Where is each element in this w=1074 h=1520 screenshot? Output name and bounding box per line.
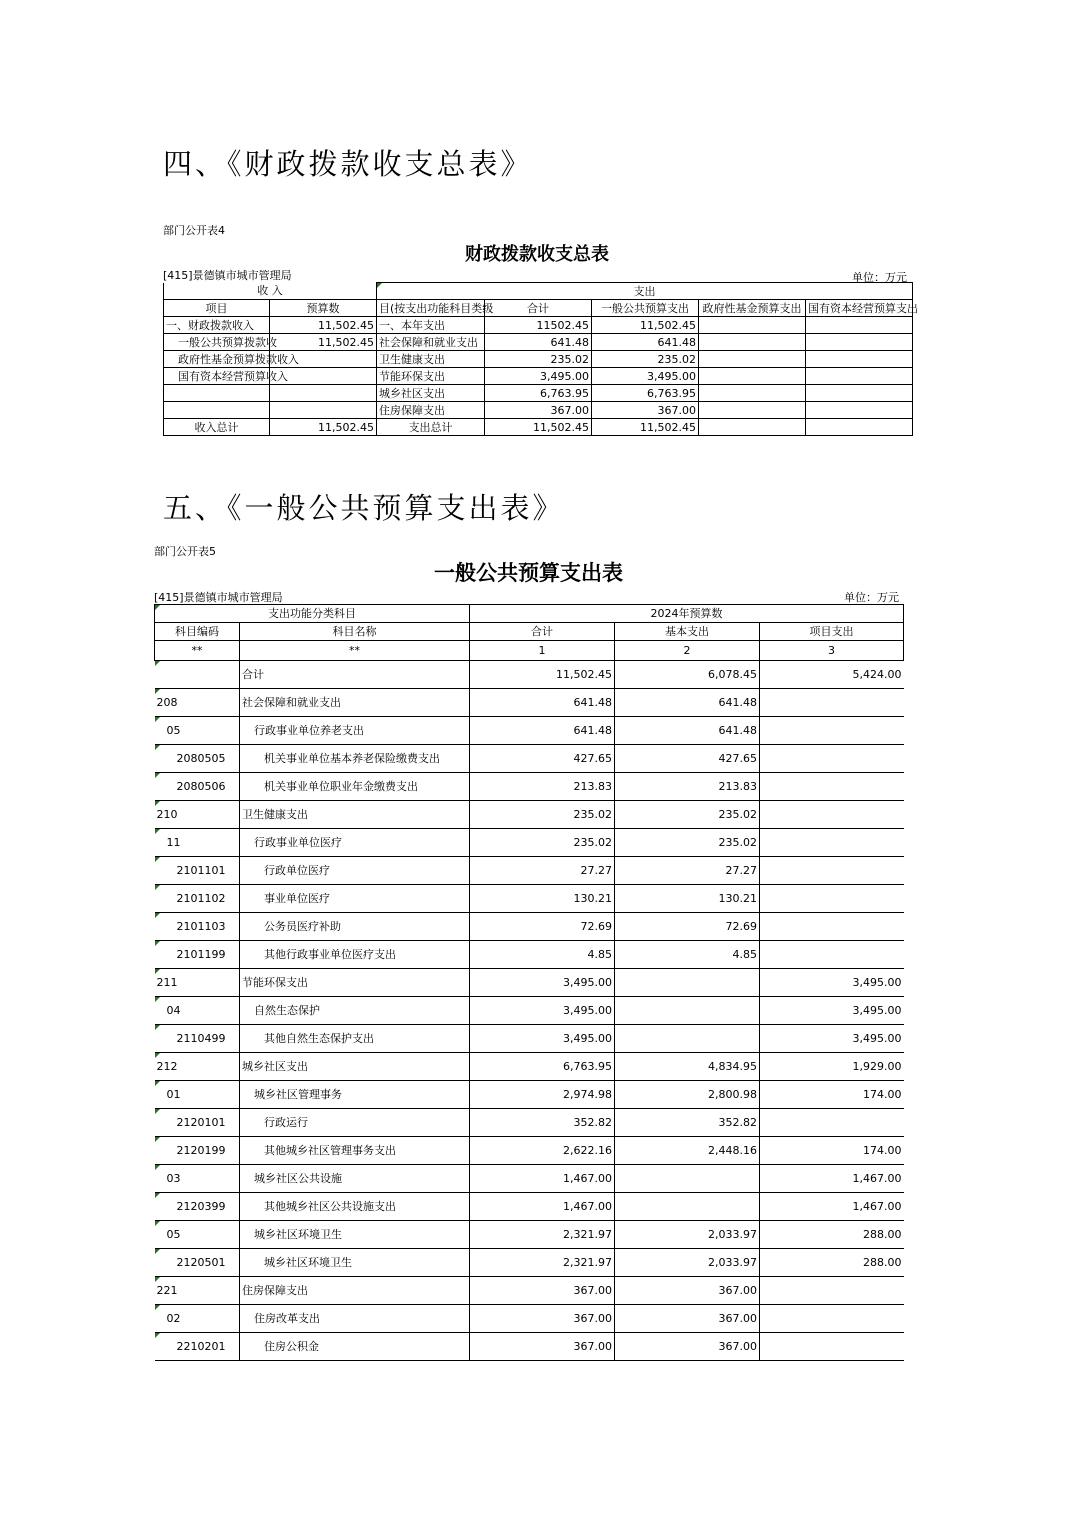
cell-basic <box>615 1025 760 1053</box>
cell-project <box>760 885 904 913</box>
cell-code: 2080506 <box>155 773 240 801</box>
cell-project <box>760 1305 904 1333</box>
cell-name: 住房公积金 <box>240 1333 470 1361</box>
cell-project: 1,467.00 <box>760 1193 904 1221</box>
col-basic: 基本支出 <box>615 623 760 641</box>
cell-basic: 72.69 <box>615 913 760 941</box>
table4-title: 财政拨款收支总表 <box>465 244 609 265</box>
cell-item: 一般公共预算拨款收 <box>164 334 270 351</box>
cell-general: 235.02 <box>592 351 699 368</box>
cell-code: 212 <box>155 1053 240 1081</box>
section4-heading: 四、《财政拨款收支总表》 <box>163 147 533 181</box>
cell-func: 卫生健康支出 <box>377 351 485 368</box>
cell-fund <box>699 419 806 436</box>
cell-project: 288.00 <box>760 1249 904 1277</box>
cell-name: 城乡社区环境卫生 <box>240 1249 470 1277</box>
section5-heading: 五、《一般公共预算支出表》 <box>163 491 565 525</box>
index-code: ** <box>155 641 240 661</box>
col-item: 项目 <box>164 300 270 317</box>
cell-total: 130.21 <box>470 885 615 913</box>
cell-basic: 130.21 <box>615 885 760 913</box>
cell-budget <box>270 385 377 402</box>
cell-total: 1,467.00 <box>470 1165 615 1193</box>
table-row <box>155 717 904 745</box>
col-total: 合计 <box>485 300 592 317</box>
cell-project: 174.00 <box>760 1081 904 1109</box>
cell-name: 行政单位医疗 <box>240 857 470 885</box>
cell-fund <box>699 385 806 402</box>
cell-basic: 27.27 <box>615 857 760 885</box>
cell-code: 2101199 <box>155 941 240 969</box>
cell-state <box>806 402 913 419</box>
cell-func: 支出总计 <box>377 419 485 436</box>
cell-fund <box>699 402 806 419</box>
cell-code: 11 <box>155 829 240 857</box>
col-project: 项目支出 <box>760 623 904 641</box>
cell-code: 2120199 <box>155 1137 240 1165</box>
cell-code: 2080505 <box>155 745 240 773</box>
table-row <box>164 419 913 436</box>
cell-basic: 6,078.45 <box>615 661 760 689</box>
cell-project <box>760 745 904 773</box>
table4-group-header <box>164 283 913 300</box>
table5-org: [415]景德镇市城市管理局 <box>154 591 283 604</box>
cell-code: 2210201 <box>155 1333 240 1361</box>
cell-total: 3,495.00 <box>470 1025 615 1053</box>
cell-basic: 352.82 <box>615 1109 760 1137</box>
cell-item: 政府性基金预算拨款收入 <box>164 351 270 368</box>
table-row <box>155 1221 904 1249</box>
cell-project: 3,495.00 <box>760 969 904 997</box>
cell-project: 3,495.00 <box>760 997 904 1025</box>
table-row <box>155 773 904 801</box>
cell-name: 机关事业单位职业年金缴费支出 <box>240 773 470 801</box>
cell-code: 01 <box>155 1081 240 1109</box>
table-row <box>155 689 904 717</box>
table-row <box>155 1081 904 1109</box>
cell-project: 1,929.00 <box>760 1053 904 1081</box>
cell-name: 行政运行 <box>240 1109 470 1137</box>
table4-label: 部门公开表4 <box>163 224 225 237</box>
cell-name: 社会保障和就业支出 <box>240 689 470 717</box>
cell-basic: 367.00 <box>615 1305 760 1333</box>
table4-body <box>164 317 913 436</box>
cell-project: 5,424.00 <box>760 661 904 689</box>
table-row <box>155 1193 904 1221</box>
cell-basic <box>615 997 760 1025</box>
table-row <box>164 334 913 351</box>
cell-total: 6,763.95 <box>485 385 592 402</box>
cell-total: 641.48 <box>485 334 592 351</box>
table5-group-header <box>155 605 904 623</box>
cell-code: 2120501 <box>155 1249 240 1277</box>
table-row <box>155 1277 904 1305</box>
cell-basic <box>615 969 760 997</box>
cell-project <box>760 773 904 801</box>
cell-total: 641.48 <box>470 717 615 745</box>
table-row <box>155 1165 904 1193</box>
cell-total: 235.02 <box>470 829 615 857</box>
col-code: 科目编码 <box>155 623 240 641</box>
table-row <box>155 829 904 857</box>
cell-state <box>806 419 913 436</box>
index-basic: 2 <box>615 641 760 661</box>
cell-func: 住房保障支出 <box>377 402 485 419</box>
table-row <box>155 885 904 913</box>
cell-budget: 11,502.45 <box>270 419 377 436</box>
cell-basic: 2,448.16 <box>615 1137 760 1165</box>
table5-index-row <box>155 641 904 661</box>
cell-total: 11,502.45 <box>485 419 592 436</box>
cell-code: 210 <box>155 801 240 829</box>
cell-basic: 4,834.95 <box>615 1053 760 1081</box>
cell-name: 城乡社区支出 <box>240 1053 470 1081</box>
cell-project <box>760 1333 904 1361</box>
cell-name: 其他城乡社区公共设施支出 <box>240 1193 470 1221</box>
cell-project <box>760 801 904 829</box>
cell-project <box>760 1109 904 1137</box>
cell-general: 11,502.45 <box>592 317 699 334</box>
cell-general: 367.00 <box>592 402 699 419</box>
cell-total: 427.65 <box>470 745 615 773</box>
cell-code: 208 <box>155 689 240 717</box>
table-row <box>155 801 904 829</box>
cell-state <box>806 334 913 351</box>
cell-name: 其他行政事业单位医疗支出 <box>240 941 470 969</box>
index-total: 1 <box>470 641 615 661</box>
table5-label: 部门公开表5 <box>154 545 216 558</box>
cell-total: 1,467.00 <box>470 1193 615 1221</box>
cell-name: 城乡社区管理事务 <box>240 1081 470 1109</box>
table-row <box>164 402 913 419</box>
cell-total: 11502.45 <box>485 317 592 334</box>
func-group-header: 支出功能分类科目 <box>155 605 470 623</box>
cell-project: 3,495.00 <box>760 1025 904 1053</box>
cell-name: 住房改革支出 <box>240 1305 470 1333</box>
cell-total: 352.82 <box>470 1109 615 1137</box>
table-row <box>155 745 904 773</box>
cell-total: 3,495.00 <box>470 969 615 997</box>
cell-name: 行政事业单位养老支出 <box>240 717 470 745</box>
cell-basic: 2,033.97 <box>615 1221 760 1249</box>
table-row <box>155 941 904 969</box>
cell-item <box>164 385 270 402</box>
cell-code: 2120101 <box>155 1109 240 1137</box>
cell-code <box>155 661 240 689</box>
cell-state <box>806 351 913 368</box>
cell-project <box>760 689 904 717</box>
cell-code: 2110499 <box>155 1025 240 1053</box>
cell-basic: 641.48 <box>615 717 760 745</box>
index-project: 3 <box>760 641 904 661</box>
cell-basic: 2,033.97 <box>615 1249 760 1277</box>
col-budget: 预算数 <box>270 300 377 317</box>
cell-code: 2101101 <box>155 857 240 885</box>
cell-name: 自然生态保护 <box>240 997 470 1025</box>
cell-func: 一、本年支出 <box>377 317 485 334</box>
cell-item: 收入总计 <box>164 419 270 436</box>
cell-total: 235.02 <box>470 801 615 829</box>
col-name: 科目名称 <box>240 623 470 641</box>
cell-project: 174.00 <box>760 1137 904 1165</box>
table-row <box>155 661 904 689</box>
cell-fund <box>699 334 806 351</box>
cell-basic: 235.02 <box>615 801 760 829</box>
table-row <box>164 317 913 334</box>
cell-name: 城乡社区环境卫生 <box>240 1221 470 1249</box>
cell-code: 04 <box>155 997 240 1025</box>
cell-code: 221 <box>155 1277 240 1305</box>
cell-project <box>760 913 904 941</box>
col-fund: 政府性基金预算支出 <box>699 300 806 317</box>
cell-project <box>760 717 904 745</box>
cell-basic: 367.00 <box>615 1333 760 1361</box>
cell-total: 367.00 <box>485 402 592 419</box>
income-group-header: 收 入 <box>164 283 377 300</box>
table-row <box>155 1249 904 1277</box>
cell-code: 05 <box>155 1221 240 1249</box>
cell-fund <box>699 351 806 368</box>
cell-name: 其他城乡社区管理事务支出 <box>240 1137 470 1165</box>
cell-code: 2120399 <box>155 1193 240 1221</box>
cell-name: 住房保障支出 <box>240 1277 470 1305</box>
fiscal-summary-table <box>163 282 918 436</box>
cell-name: 城乡社区公共设施 <box>240 1165 470 1193</box>
cell-code: 2101102 <box>155 885 240 913</box>
expense-group-header: 支出 <box>377 283 913 300</box>
table-row <box>164 368 913 385</box>
cell-name: 节能环保支出 <box>240 969 470 997</box>
col-state: 国有资本经营预算支出 <box>806 300 913 317</box>
cell-total: 235.02 <box>485 351 592 368</box>
cell-func: 社会保障和就业支出 <box>377 334 485 351</box>
table-row <box>155 969 904 997</box>
budget-year-header: 2024年预算数 <box>470 605 904 623</box>
table-row <box>155 1109 904 1137</box>
cell-total: 4.85 <box>470 941 615 969</box>
cell-total: 2,622.16 <box>470 1137 615 1165</box>
cell-general: 3,495.00 <box>592 368 699 385</box>
cell-project <box>760 829 904 857</box>
cell-project: 1,467.00 <box>760 1165 904 1193</box>
table-row <box>164 385 913 402</box>
cell-fund <box>699 368 806 385</box>
cell-basic: 641.48 <box>615 689 760 717</box>
cell-general: 6,763.95 <box>592 385 699 402</box>
table-row <box>155 1025 904 1053</box>
col-general: 一般公共预算支出 <box>592 300 699 317</box>
table5-title: 一般公共预算支出表 <box>434 560 623 585</box>
table-row <box>155 1333 904 1361</box>
index-name: ** <box>240 641 470 661</box>
cell-name: 卫生健康支出 <box>240 801 470 829</box>
table-row <box>155 997 904 1025</box>
table4-unit: 单位：万元 <box>852 271 907 284</box>
cell-basic: 235.02 <box>615 829 760 857</box>
cell-total: 213.83 <box>470 773 615 801</box>
cell-total: 72.69 <box>470 913 615 941</box>
cell-total: 3,495.00 <box>470 997 615 1025</box>
table5-unit: 单位：万元 <box>844 591 899 604</box>
cell-total: 6,763.95 <box>470 1053 615 1081</box>
cell-item: 国有资本经营预算收入 <box>164 368 270 385</box>
cell-name: 事业单位医疗 <box>240 885 470 913</box>
cell-name: 公务员医疗补助 <box>240 913 470 941</box>
cell-name: 合计 <box>240 661 470 689</box>
cell-basic <box>615 1193 760 1221</box>
cell-basic: 4.85 <box>615 941 760 969</box>
cell-general: 641.48 <box>592 334 699 351</box>
cell-state <box>806 317 913 334</box>
cell-item <box>164 402 270 419</box>
cell-budget: 11,502.45 <box>270 334 377 351</box>
cell-basic <box>615 1165 760 1193</box>
cell-total: 11,502.45 <box>470 661 615 689</box>
cell-total: 367.00 <box>470 1277 615 1305</box>
cell-budget <box>270 402 377 419</box>
col-total: 合计 <box>470 623 615 641</box>
cell-total: 641.48 <box>470 689 615 717</box>
cell-basic: 427.65 <box>615 745 760 773</box>
cell-project <box>760 857 904 885</box>
cell-code: 02 <box>155 1305 240 1333</box>
table5-body <box>155 661 904 1361</box>
cell-total: 3,495.00 <box>485 368 592 385</box>
cell-name: 机关事业单位基本养老保险缴费支出 <box>240 745 470 773</box>
cell-total: 367.00 <box>470 1305 615 1333</box>
table-row <box>155 857 904 885</box>
cell-code: 211 <box>155 969 240 997</box>
cell-basic: 2,800.98 <box>615 1081 760 1109</box>
cell-name: 其他自然生态保护支出 <box>240 1025 470 1053</box>
cell-total: 2,321.97 <box>470 1249 615 1277</box>
cell-budget: 11,502.45 <box>270 317 377 334</box>
table-row <box>155 1305 904 1333</box>
table-row <box>155 913 904 941</box>
cell-basic: 367.00 <box>615 1277 760 1305</box>
table-row <box>155 1137 904 1165</box>
cell-basic: 213.83 <box>615 773 760 801</box>
table-row <box>164 351 913 368</box>
cell-total: 27.27 <box>470 857 615 885</box>
cell-code: 05 <box>155 717 240 745</box>
table4-column-header <box>164 300 913 317</box>
cell-name: 行政事业单位医疗 <box>240 829 470 857</box>
cell-state <box>806 385 913 402</box>
cell-general: 11,502.45 <box>592 419 699 436</box>
cell-project <box>760 941 904 969</box>
table4-org: [415]景德镇市城市管理局 <box>163 269 292 282</box>
cell-func: 城乡社区支出 <box>377 385 485 402</box>
cell-state <box>806 368 913 385</box>
cell-code: 03 <box>155 1165 240 1193</box>
table-row <box>155 1053 904 1081</box>
cell-func: 节能环保支出 <box>377 368 485 385</box>
table5-column-header <box>155 623 904 641</box>
cell-project <box>760 1277 904 1305</box>
general-budget-expense-table <box>154 604 904 1361</box>
col-func: 目(按支出功能科目类级 <box>377 300 485 317</box>
cell-project: 288.00 <box>760 1221 904 1249</box>
cell-total: 2,974.98 <box>470 1081 615 1109</box>
cell-total: 367.00 <box>470 1333 615 1361</box>
cell-item: 一、财政拨款收入 <box>164 317 270 334</box>
cell-total: 2,321.97 <box>470 1221 615 1249</box>
cell-code: 2101103 <box>155 913 240 941</box>
cell-fund <box>699 317 806 334</box>
